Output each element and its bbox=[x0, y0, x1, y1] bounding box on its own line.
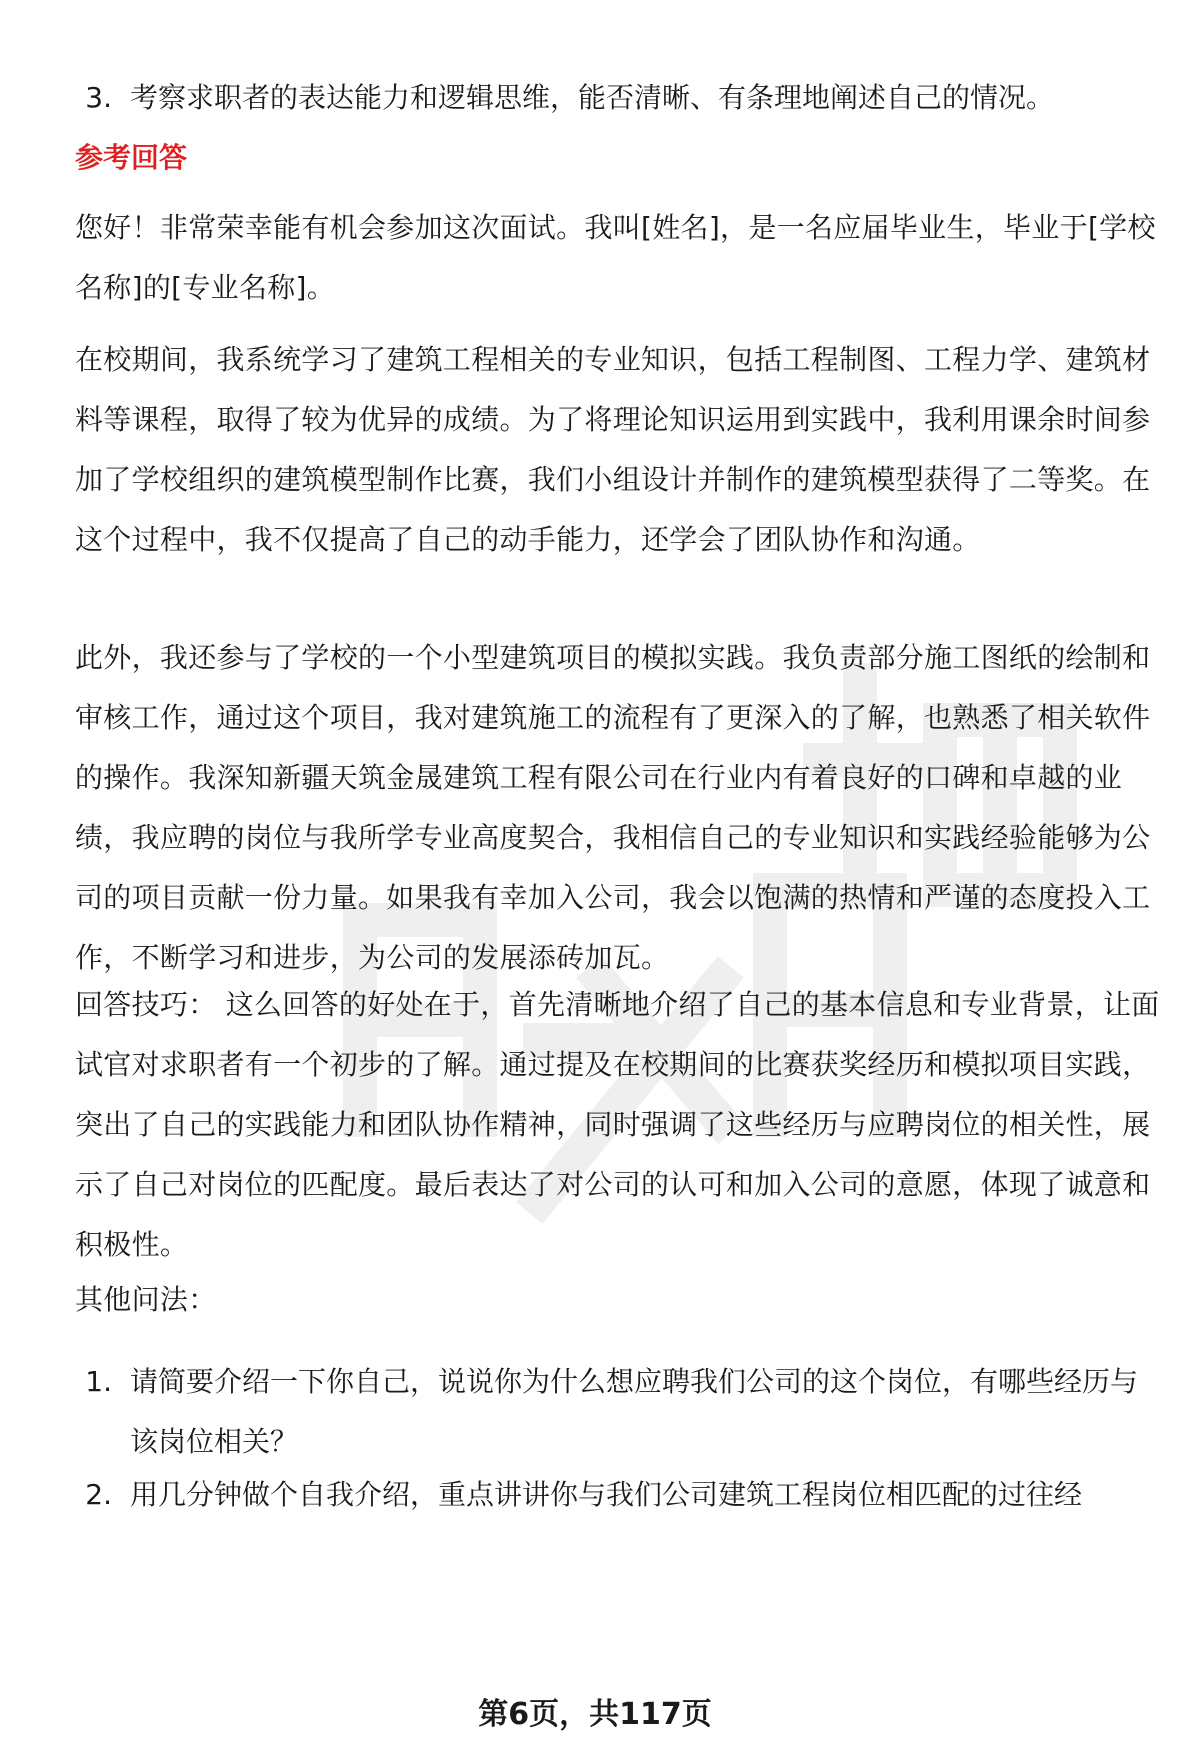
page-footer: 第6页，共117页 bbox=[478, 1697, 712, 1732]
list-number: 3. bbox=[85, 81, 112, 114]
answer-paragraph-3: 此外，我还参与了学校的一个小型建筑项目的模拟实践。我负责部分施工图纸的绘制和审核工作，通过这个项目，我对建筑施工的流程有了更深入的了解，也熟悉了相关软件的操作。我深知新疆天筑金晟建筑工程有限公司在行业内有着良好的口碑和卓越的业绩，我应聘的岗位与我所学专业高度契合，我相信自己的专业知识和实践经验能够为公司的项目贡献一份力量。如果我有幸加入公司，我会以饱满的热情和严谨的态度投入工作，不断学习和进步，为公司的发展添砖加瓦。 bbox=[75, 641, 1151, 974]
answer-paragraph-1: 您好！非常荣幸能有机会参加这次面试。我叫[姓名]，是一名应届毕业生，毕业于[学校名称]的[专业名称]。 bbox=[75, 211, 1156, 304]
list-number: 2. bbox=[85, 1478, 112, 1511]
other-question-item-2 bbox=[75, 1465, 1160, 1525]
other-questions-title: 其他问法： bbox=[75, 1283, 217, 1316]
list-item-text: 用几分钟做个自我介绍，重点讲讲你与我们公司建筑工程岗位相匹配的过往经 bbox=[130, 1478, 1083, 1511]
list-item-text: 考察求职者的表达能力和逻辑思维，能否清晰、有条理地阐述自己的情况。 bbox=[130, 81, 1055, 114]
intro-list-item-3 bbox=[75, 68, 1160, 128]
other-question-item-1 bbox=[75, 1352, 1160, 1472]
answer-tips-paragraph: 回答技巧： 这么回答的好处在于，首先清晰地介绍了自己的基本信息和专业背景，让面试官对求职者有一个初步的了解。通过提及在校期间的比赛获奖经历和模拟项目实践，突出了自己的实践能力和团队协作精神，同时强调了这些经历与应聘岗位的相关性，展示了自己对岗位的匹配度。最后表达了对公司的认可和加入公司的意愿，体现了诚意和积极性。 bbox=[75, 988, 1160, 1261]
answer-section-title: 参考回答 bbox=[75, 141, 188, 174]
list-number: 1. bbox=[85, 1365, 112, 1398]
answer-paragraph-2: 在校期间，我系统学习了建筑工程相关的专业知识，包括工程制图、工程力学、建筑材料等课程，取得了较为优异的成绩。为了将理论知识运用到实践中，我利用课余时间参加了学校组织的建筑模型制作比赛，我们小组设计并制作的建筑模型获得了二等奖。在这个过程中，我不仅提高了自己的动手能力，还学会了团队协作和沟通。 bbox=[75, 343, 1151, 556]
list-item-text: 请简要介绍一下你自己，说说你为什么想应聘我们公司的这个岗位，有哪些经历与该岗位相关？ bbox=[130, 1365, 1139, 1458]
